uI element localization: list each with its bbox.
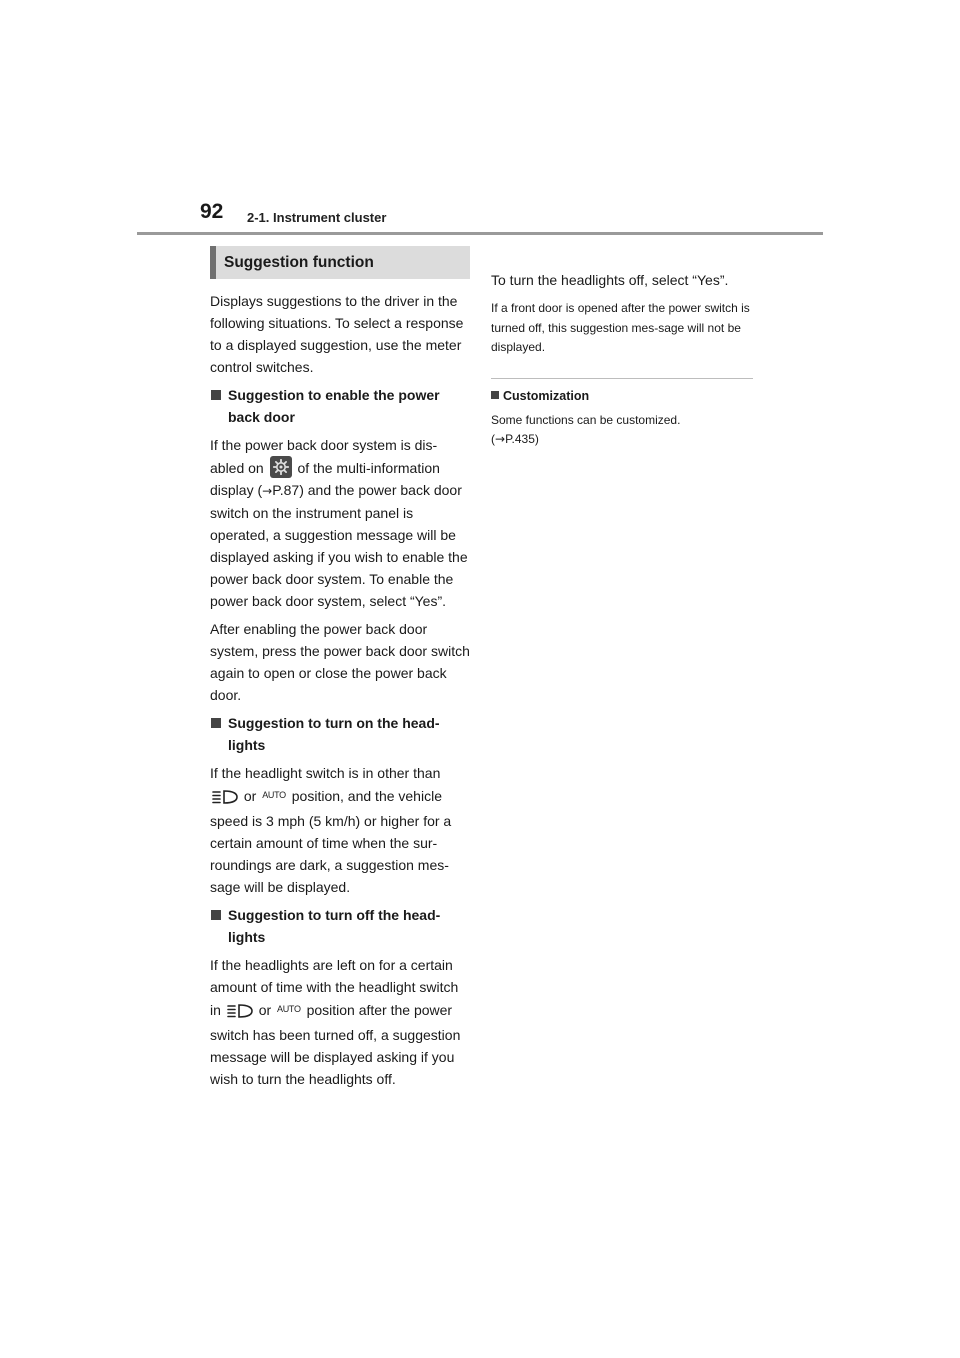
text-fragment: Some functions can be customized. xyxy=(491,412,681,427)
page-reference-link[interactable]: P.87 xyxy=(272,482,300,498)
subhead-turn-on-headlights xyxy=(210,712,470,756)
paragraph-headlights-on xyxy=(210,762,470,898)
text-fragment: or xyxy=(243,788,257,804)
text-fragment: position, and the vehicle speed is 3 mph (5 km/h) or higher for a certain amount of time when the sur-roundings are dark, a suggestion mes-sage will be displayed. xyxy=(210,788,452,895)
intro-paragraph: Displays suggestions to the driver in the following situations. To select a response to a displayed suggestion, use the meter control switches. xyxy=(210,293,464,375)
page-number: 92 xyxy=(200,200,224,223)
paragraph-select-yes: To turn the headlights off, select “Yes”. xyxy=(491,272,729,288)
square-bullet-icon xyxy=(211,718,221,728)
right-column xyxy=(491,243,753,450)
header-rule xyxy=(137,232,823,235)
auto-icon: AUTO xyxy=(262,790,286,800)
text-fragment: of the multi-information display ( xyxy=(210,460,440,498)
note-front-door: If a front door is opened after the power switch is turned off, this suggestion mes-sage will not be displayed. xyxy=(491,301,750,354)
square-bullet-icon xyxy=(211,390,221,400)
headlight-icon xyxy=(227,1002,253,1024)
square-bullet-icon xyxy=(211,910,221,920)
section-heading: Suggestion function xyxy=(210,246,470,279)
customization-text: Some functions can be customized. (→P.435) xyxy=(491,412,681,446)
settings-gear-icon xyxy=(270,456,292,478)
subhead-text: Suggestion to enable the power back door xyxy=(228,387,440,425)
subhead-turn-off-headlights xyxy=(210,904,470,948)
arrow-right-icon: → xyxy=(262,484,273,498)
auto-icon: AUTO xyxy=(277,1004,301,1014)
page-reference-link[interactable]: P.435 xyxy=(505,432,535,446)
subhead-enable-power-back-door xyxy=(210,384,470,428)
subhead-text: Customization xyxy=(503,388,590,403)
left-column xyxy=(210,246,470,1096)
divider xyxy=(491,378,753,379)
paragraph-headlights-off xyxy=(210,954,470,1090)
text-fragment: or xyxy=(258,1002,272,1018)
subhead-text: Suggestion to turn on the head-lights xyxy=(228,715,440,753)
text-fragment: position after the power switch has been turned off, a suggestion message will be displayed asking if you wish to turn the headlights off. xyxy=(210,1002,461,1087)
section-title: 2-1. Instrument cluster xyxy=(247,210,387,225)
arrow-right-icon: → xyxy=(495,432,506,446)
paragraph-after-enabling: After enabling the power back door system, press the power back door switch again to open or close the power back door. xyxy=(210,621,470,703)
square-bullet-icon xyxy=(491,391,499,399)
paragraph-power-back-door xyxy=(210,434,470,612)
text-fragment: If the headlight switch is in other than xyxy=(210,765,441,781)
text-fragment: If the power back door system is dis-abled on xyxy=(210,437,438,476)
headlight-icon xyxy=(212,788,238,810)
subhead-customization xyxy=(491,387,753,405)
text-fragment: If the headlights are left on for a certain amount of time with the headlight switch in xyxy=(210,957,459,1018)
subhead-text: Suggestion to turn off the head-lights xyxy=(228,907,441,945)
text-fragment: ) and the power back door switch on the instrument panel is operated, a suggestion message will be displayed asking if you wish to enable the power back door system. To enable the power back door system, select “Yes”. xyxy=(210,482,468,609)
